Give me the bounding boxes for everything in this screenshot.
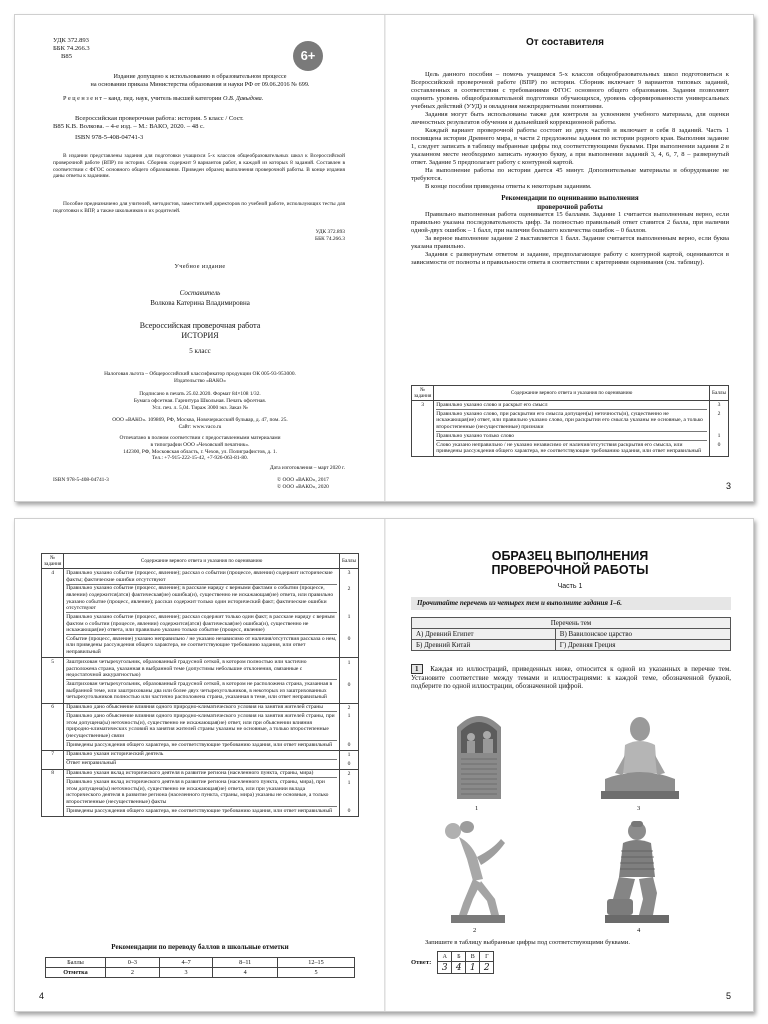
answer-letter: Б xyxy=(452,952,466,962)
answer-digits-row xyxy=(438,962,494,974)
points-cell xyxy=(710,401,729,457)
write-instruction: Запишите в таблицу выбранные цифры под соответствующими буквами. xyxy=(425,939,630,946)
topics-header: Перечень тем xyxy=(412,618,731,629)
table-row xyxy=(42,658,359,703)
criterion: Правильно указано событие (процесс, явление); рассказ о событии (процессе, явлении) содержит исторические факты; фактические ошибки отсутствуют xyxy=(66,570,337,585)
table-row xyxy=(42,750,359,769)
preface-paragraph: Цель данного пособия – помочь учащимся 5-х классов общеобразовательных школ подготовиться к Всероссийской проверочной работе (ВПР) по истории. Сборник включает 9 вариантов типовых заданий, составленных в соответствии с требованиями ФГОС основного общего образования. Задания позволяют оценить уровень общеобразовательной подготовки обучающихся, уровень сформированности универсальных учебных действий (УУД) и овладения межпредметными понятиями. xyxy=(411,71,729,110)
approval-note xyxy=(55,73,345,88)
grade-label: 5 класс xyxy=(189,347,211,355)
criteria-cell xyxy=(64,750,340,769)
task-number: 7 xyxy=(42,750,64,769)
approval-line-1: Издание допущено к использованию в образовательном процессе xyxy=(113,73,287,80)
points-value: 1 xyxy=(717,433,721,440)
criterion: Правильно указано слово и раскрыт его смысл xyxy=(436,402,707,410)
points-value: 2 xyxy=(347,585,351,592)
answer-block xyxy=(411,951,611,974)
top-spread xyxy=(14,14,754,502)
topic-item: А) Древний Египет xyxy=(412,629,556,640)
copyright-block xyxy=(277,477,367,491)
scale-cell: 3 xyxy=(159,968,213,978)
printing-house xyxy=(55,435,345,462)
answer-letter: В xyxy=(466,952,480,962)
manufacture-date: Дата изготовления – март 2020 г. xyxy=(269,465,345,471)
criterion: Приведены рассуждения общего характера, не соответствующие требованию задания, или ответ неправильный xyxy=(66,741,333,748)
grade-scale-table xyxy=(45,957,355,978)
part-label: Часть 1 xyxy=(557,583,583,590)
points-value: 0 xyxy=(347,808,351,815)
bibliographic-record xyxy=(53,115,353,142)
age-rating-badge: 6+ xyxy=(293,41,323,71)
preface-heading: От составителя xyxy=(526,37,604,48)
site-line: Сайт: www.vaco.ru xyxy=(178,423,222,430)
sample-title xyxy=(405,549,735,577)
criteria-table-tasks-4-8 xyxy=(41,553,359,817)
criterion: Правильно указано событие (процесс, явление); рассказ содержит только один факт; в рассказе наряду с верным фактом о событии (процессе, явлении) содержится(атся) фактическая(ие) ошибка(и), существенно не искажающая(ие) ответа, или правильно указано только событие (процесс, явление) xyxy=(66,614,337,635)
scale-cell: 8–11 xyxy=(213,958,278,968)
points-cell xyxy=(340,769,359,816)
points-value: 1 xyxy=(347,614,351,621)
points-value: 0 xyxy=(717,442,721,448)
stele-icon xyxy=(447,709,511,801)
criteria-cell xyxy=(434,401,710,457)
scale-cell: 5 xyxy=(277,968,354,978)
criterion: Правильно указано слово, при раскрытии его смысла допущен(ы) неточность(и), существенно не искажающая(ие) ответ, или правильно указано слово, при раскрытии его смысла указаны не основные, а только второстепенные (несущественные) признаки xyxy=(436,411,707,432)
bottom-spread xyxy=(14,518,754,1012)
criterion: Приведены рассуждения общего характера, не соответствующие требованию задания, или ответ неправильный xyxy=(66,807,333,814)
header-task-number: № задания xyxy=(42,554,64,569)
points-value: 3 xyxy=(347,570,351,577)
page-number: 3 xyxy=(725,481,731,491)
points-cell xyxy=(340,703,359,750)
criteria-cell xyxy=(64,769,340,816)
topics-table xyxy=(411,617,731,651)
scale-cell: 12–15 xyxy=(277,958,354,968)
classification-block xyxy=(53,37,173,61)
points-cell xyxy=(340,658,359,703)
instruction-banner: Прочитайте перечень из четырех тем и выполните задания 1–6. xyxy=(411,597,731,610)
criteria-cell xyxy=(64,569,340,658)
points-value: 1 xyxy=(347,713,351,720)
table-row xyxy=(42,769,359,816)
classification-repeat xyxy=(245,229,345,243)
tax-line: Налоговая льгота – Общероссийский классификатор продукции ОК 005-93-953000. xyxy=(104,371,296,377)
answer-label: Ответ: xyxy=(411,958,432,966)
book-title xyxy=(55,321,345,340)
edition-type: Учебное издание xyxy=(174,263,226,270)
task-number-box: 1 xyxy=(411,664,423,674)
book-title-line-1: Всероссийская проверочная работа xyxy=(139,321,261,330)
task-number: 6 xyxy=(42,703,64,750)
task-number: 4 xyxy=(42,569,64,658)
illustration-label: 2 xyxy=(473,927,477,934)
answer-digit: 1 xyxy=(466,962,480,974)
copyright-line-1: © ООО «ВАКО», 2017 xyxy=(277,477,329,483)
abstract: В издании представлены задания для подготовки учащихся 5-х классов общеобразовательных школ к Всероссийской проверочной работе (ВПР) по истории. Сборник содержит 9 вариантов работ, в каждой из которых 8 заданий. Составлен в соответствии с ФГОС основного общего образования. Приведен образец выполнения проверочной работы. В конце издания даны ответы к заданиям. xyxy=(53,153,345,180)
scale-marks-row xyxy=(46,968,355,978)
printed-line-2: в типографии ООО «Чеховский печатник». xyxy=(150,441,250,448)
task-number: 5 xyxy=(42,658,64,703)
task-text: Каждая из иллюстраций, приведенных ниже, относится к одной из указанных в перечне тем. Установите соответствие между темами и иллюстрациями: к каждой теме, обозначенной буквой, подберите по одной иллюстрации, обозначенной цифрой. xyxy=(411,665,731,691)
sample-title-line-2: ПРОВЕРОЧНОЙ РАБОТЫ xyxy=(491,563,649,577)
page-number: 4 xyxy=(39,991,45,1001)
table-row xyxy=(412,401,729,457)
criterion: Правильно дано объяснение влияния одного природно-климатического условия на занятия жителей страны xyxy=(66,704,337,712)
recommendations-heading-line-2: проверочной работы xyxy=(537,202,603,211)
scale-cell: 4–7 xyxy=(159,958,213,968)
bbk-code: ББК 74.266.3 xyxy=(53,45,90,52)
criterion: Правильно указано событие (процесс, явление); в рассказе наряду с верными фактами о событии (процессе, явлении) содержится(атся) фактическая(ие) ошибка(и), существенно не искажающая(ие) ответа, или правильно указано событие (процесс, явление); рассказ содержит только один исторический факт; фактические ошибки отсутствуют xyxy=(66,585,337,613)
points-value: 1 xyxy=(347,659,351,666)
author-code: В85 xyxy=(61,53,72,60)
isbn-bottom: ISBN 978-5-408-04741-3 xyxy=(53,477,109,483)
print-line-1: Подписано в печать 25.02.2020. Формат 84×108 1/32. xyxy=(139,391,261,397)
printed-line-3: 142300, РФ, Московская область, г. Чехов, ул. Полиграфистов, д. 1. xyxy=(123,448,277,455)
answer-digit: 4 xyxy=(452,962,466,974)
header-points: Баллы xyxy=(710,386,729,401)
seated-scribe-statue-icon xyxy=(595,715,685,801)
preface-body xyxy=(411,71,729,267)
criteria-cell xyxy=(64,658,340,703)
page-4-criteria xyxy=(15,519,385,1011)
points-value: 0 xyxy=(347,636,351,643)
printed-line-4: Тел.: +7-915-222-15-42, +7-926-063-81-80. xyxy=(151,455,249,462)
points-value: 2 xyxy=(347,770,351,777)
page-2-imprint xyxy=(15,15,385,501)
bib-line-1: Всероссийская проверочная работа: история. 5 класс / Сост. xyxy=(75,115,244,122)
discus-thrower-statue-icon xyxy=(437,819,517,923)
recommendations-heading xyxy=(411,194,729,211)
table-header-row xyxy=(42,554,359,569)
scale-points-row xyxy=(46,958,355,968)
print-line-2: Бумага офсетная. Гарнитура Школьная. Печать офсетная. xyxy=(133,397,267,404)
header-content: Содержание верного ответа и указания по оцениванию xyxy=(64,554,340,569)
copyright-line-2: © ООО «ВАКО», 2020 xyxy=(277,483,329,490)
recommendation-paragraph: Правильно выполненная работа оценивается 15 баллами. Задание 1 считается выполненным верно, если правильно указана последовательность цифр. За полностью правильный ответ ставится 2 балла, при наличии одной-двух ошибок – 1 балл, при наличии большего количества ошибок – 0 баллов. xyxy=(411,211,729,235)
topic-item: Г) Древняя Греция xyxy=(555,640,730,651)
header-task-number: № задания xyxy=(412,386,434,401)
header-points: Баллы xyxy=(340,554,359,569)
criterion: Ответ неправильный xyxy=(66,760,117,767)
bib-line-2: В85 К.В. Волкова. – 4-е изд. – М.: ВАКО, 2020. – 48 с. xyxy=(53,123,205,130)
audience-note: Пособие предназначено для учителей, методистов, заместителей директоров по учебной работе, использующих тесты для подготовки к ВПР, а также школьников и их родителей. xyxy=(53,201,345,214)
scale-row-label: Баллы xyxy=(46,958,106,968)
preface-paragraph: Каждый вариант проверочной работы состоит из двух частей и включает в себя 8 заданий. Часть 1 посвящена истории Древнего мира, в части 2 предложены задания по истории родного края. Выполняя задание 1, следует записать в таблицу выбранные цифры под соответствующими буквами. При выполнении задания 2 в указанном месте необходимо записать нужную букву, а при выполнении заданий 3, 4, 6, 7, 8 – развернутый ответ. Задание 5 предполагает работу с контурной картой. xyxy=(411,127,729,166)
points-value: 2 xyxy=(347,704,351,711)
sample-title-line-1: ОБРАЗЕЦ ВЫПОЛНЕНИЯ xyxy=(491,549,649,563)
publisher-address xyxy=(55,417,345,431)
criterion: Событие (процесс, явление) указано неправильно / не указано независимо от наличия/отсутствия рассказа о нем, или приведены рассуждения общего характера, не соответствующие требованию задания, или ответ неправильный xyxy=(66,635,337,656)
criterion: Заштрихован четырехугольник, образованный градусной сеткой, в котором полностью или частично расположена страна, указанная в выбранной теме (допустимы небольшие отклонения, связанные с недостаточной аккуратностью) xyxy=(66,659,337,680)
scale-cell: 2 xyxy=(106,968,160,978)
task-number: 3 xyxy=(412,401,434,457)
answer-letter: А xyxy=(438,952,452,962)
illustration-label: 4 xyxy=(637,927,641,934)
points-cell xyxy=(340,750,359,769)
task-1 xyxy=(411,665,731,691)
illustration-label: 3 xyxy=(637,805,641,812)
bbk-code-repeat: ББК 74.266.3 xyxy=(314,235,345,242)
header-content: Содержание верного ответа и указания по оцениванию xyxy=(434,386,710,401)
answer-letters-row xyxy=(438,952,494,962)
answer-letter: Г xyxy=(480,952,494,962)
topics-row xyxy=(412,640,731,651)
criterion: Слово указано неправильно / не указано независимо от наличия/отсутствия раскрытия его смысла, или приведены рассуждения общего характера, не соответствующие требованию задания, или ответ неправильный xyxy=(436,441,702,455)
reviewer-name: О.В. Давыдова. xyxy=(223,95,264,102)
points-value: 3 xyxy=(717,402,721,409)
table-row xyxy=(42,703,359,750)
scale-cell: 0–3 xyxy=(106,958,160,968)
scale-heading: Рекомендации по переводу баллов в школьные отметки xyxy=(111,943,289,951)
topic-item: В) Вавилонское царство xyxy=(555,629,730,640)
address-line: ООО «ВАКО». 109869, РФ, Москва, Новочеркасский бульвар, д. 47, пом. 25. xyxy=(112,417,288,423)
page-number: 5 xyxy=(725,991,731,1001)
preface-paragraph: В конце пособия приведены ответы к некоторым заданиям. xyxy=(425,183,592,190)
recommendation-paragraph: Задания с развернутым ответом и задание, предполагающее работу с контурной картой, оцениваются в зависимости от полноты и правильности ответа в соответствии с критериями оценивания (см. таблицу). xyxy=(411,251,729,267)
topic-item: Б) Древний Китай xyxy=(412,640,556,651)
approval-line-2: на основании приказа Министерства образования и науки РФ от 09.06.2016 № 699. xyxy=(90,80,310,88)
points-value: 1 xyxy=(347,779,351,786)
recommendations-heading-line-1: Рекомендации по оцениванию выполнения xyxy=(501,194,639,202)
scale-row-label: Отметка xyxy=(46,968,106,978)
answer-digit: 2 xyxy=(480,962,494,974)
udk-code: УДК 372.893 xyxy=(53,37,89,44)
criterion: Правильно указано только слово xyxy=(436,433,707,441)
compiler-name: Волкова Катерина Владимировна xyxy=(150,299,250,307)
criteria-cell xyxy=(64,703,340,750)
print-specs xyxy=(55,391,345,411)
topics-row xyxy=(412,629,731,640)
reviewer-label: Р е ц е н з е н т – канд. пед. наук, учитель высшей категории xyxy=(63,95,222,102)
criterion: Заштрихован четырехугольник, образованный градусной сеткой, в котором не расположена страна, указанная в выбранной теме, или заштрихованы два или более двух четырехугольников, в некоторых из заштрихованных четырехугольников полностью или частично расположена страна, указанная в теме, или ответ неправильный xyxy=(66,681,333,701)
print-line-3: Усл. печ. л. 5,04. Тираж 3000 экз. Заказ № xyxy=(152,404,248,411)
points-value: 1 xyxy=(347,751,351,758)
topics-header-row xyxy=(412,618,731,629)
points-value: 0 xyxy=(347,760,351,767)
compiler-label: Составитель xyxy=(179,289,221,297)
table-header-row xyxy=(412,386,729,401)
reviewer-line xyxy=(63,95,353,103)
task-number: 8 xyxy=(42,769,64,816)
book-title-line-2: ИСТОРИЯ xyxy=(181,330,219,340)
criterion: Правильно указан вклад исторического деятеля в развитие региона (населенного пункта, страны, мира), при этом допущена(ы) неточность(и), существенно не искажающая(ие) ответа, или при указании вклада исторического деятеля в развитие региона (населенного пункта, страны, мира) указаны не основные, а только второстепенные (несущественные) факты xyxy=(66,779,337,807)
recommendation-paragraph: За верное выполнение задание 2 выставляется 1 балл. Задание считается выполненным верно, если буква указана правильно. xyxy=(411,235,729,251)
preface-paragraph: На выполнение работы по истории дается 45 минут. Дополнительные материалы и оборудование не требуются. xyxy=(411,167,729,182)
points-cell xyxy=(340,569,359,658)
page-3-preface xyxy=(385,15,754,501)
criteria-table-task-3 xyxy=(411,385,729,457)
illustration-label: 1 xyxy=(475,805,479,812)
tax-info xyxy=(55,371,345,385)
points-value: 2 xyxy=(717,411,721,418)
scale-cell: 4 xyxy=(213,968,278,978)
printed-line-1: Отпечатано в полном соответствии с предоставленными материалами xyxy=(119,435,281,441)
answer-digit: 3 xyxy=(438,962,452,974)
criterion: Правильно указан вклад исторического деятеля в развитие региона (населенного пункта, страны, мира) xyxy=(66,770,337,778)
criterion: Правильно указан исторический деятель xyxy=(66,751,337,759)
points-value: 0 xyxy=(347,681,351,688)
preface-paragraph: Задания могут быть использованы также для контроля за усвоением учебного материала, для оценки личностных результатов обучения и дальнейшей коррекционной работы. xyxy=(411,111,729,126)
udk-code-repeat: УДК 372.893 xyxy=(315,229,345,235)
criterion: Правильно дано объяснение влияния одного природно-климатического условия на занятия жителей страны, при этом допущена(ы) неточность(и), существенно не искажающая(ие) ответ, или при объяснении влияния природно-климатических условий на занятия жителей страны указаны не основные, а только второстепенные (несущественные) связи xyxy=(66,713,337,741)
page-5-sample xyxy=(385,519,754,1011)
table-row xyxy=(42,569,359,658)
terracotta-warrior-icon xyxy=(599,819,675,925)
publisher-line: Издательство «ВАКО» xyxy=(173,377,226,384)
points-value: 0 xyxy=(347,742,351,748)
isbn: ISBN 978-5-408-04741-3 xyxy=(75,134,144,141)
